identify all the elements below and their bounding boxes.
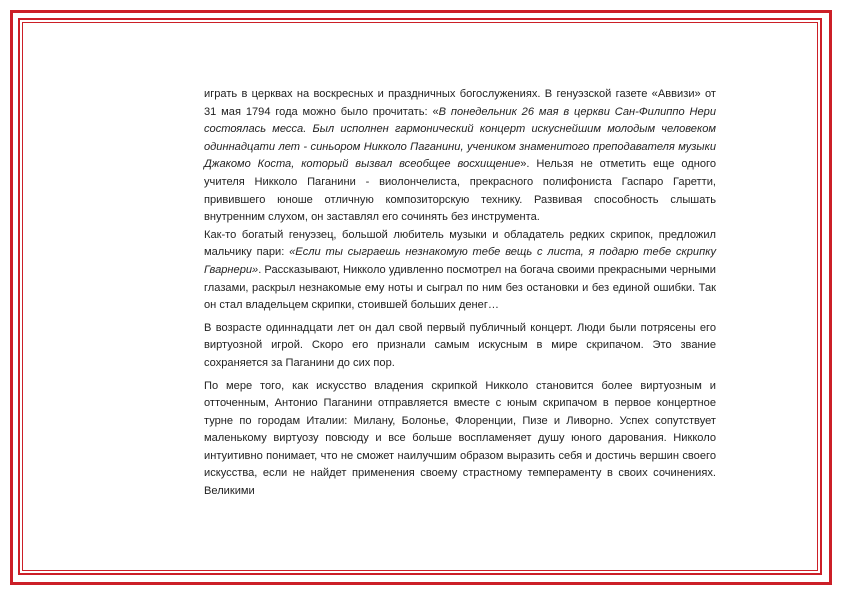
document-text [204, 86, 716, 501]
paragraph-4 [204, 378, 716, 501]
text-segment: Как-то богатый генуэзец, большой любитель музыки и обладатель редких скрипок, предложил мальчику пари: [204, 228, 716, 259]
quote-italic: «Если ты сыграешь незнакомую тебе вещь с листа, я подарю тебе скрипку Гварнери» [204, 246, 716, 276]
paragraph-1 [204, 86, 716, 227]
text-segment: ». Нельзя не отметить еще одного учителя Никколо Паганини - виолончелиста, прекрасного полифониста Гаспаро Гаретти, привившего юноше отличную композиторскую технику. Развивая способность слышать внутренним слухом, он заставлял его сочинять без инструмента. [204, 158, 716, 224]
paragraph-2 [204, 227, 716, 315]
text-segment: играть в церквах на воскресных и праздничных богослужениях. В генуэзской газете «Аввизи» от 31 мая 1794 года можно было прочитать: « [204, 88, 716, 118]
text-segment: В возрасте одиннадцати лет он дал свой первый публичный концерт. Люди были потрясены его виртуозной игрой. Скоро его признали самым искусным в мире скрипачом. Это звание сохраняется за Паганини до сих пор. [204, 321, 716, 369]
text-segment: По мере того, как искусство владения скрипкой Никколо становится более виртуозным и отточенным, Антонио Паганини отправляется вместе с юным скрипачом в первое концертное турне по городам Италии: Милану, Болонье, Флоренции, Пизе и Ливорно. Успех сопутствует маленькому виртуозу повсюду и все больше воспламеняет душу юного дарования. Никколо интуитивно понимает, что не сможет наилучшим образом выразить себя и достичь вершин своего искусства, если не найдет применения своему страстному темпераменту в своих сочинениях. Великими [204, 379, 716, 498]
text-segment: . Рассказывают, Никколо удивленно посмотрел на богача своими прекрасными черными глазами, раскрыл незнакомые ему ноты и сыграл по ним без остановки и без единой ошибки. Так он стал владельцем скрипки, стоившей больших денег… [204, 263, 716, 312]
quote-italic: В понедельник 26 мая в церкви Сан-Филиппо Нери состоялась месса. Был исполнен гармонический концерт искуснейшим молодым человеком одиннадцати лет - синьором Никколо Паганини, учеником знаменитого преподавателя музыки Джакомо Коста, который вызвал всеобщее восхищение [204, 105, 716, 171]
paragraph-3 [204, 320, 716, 373]
